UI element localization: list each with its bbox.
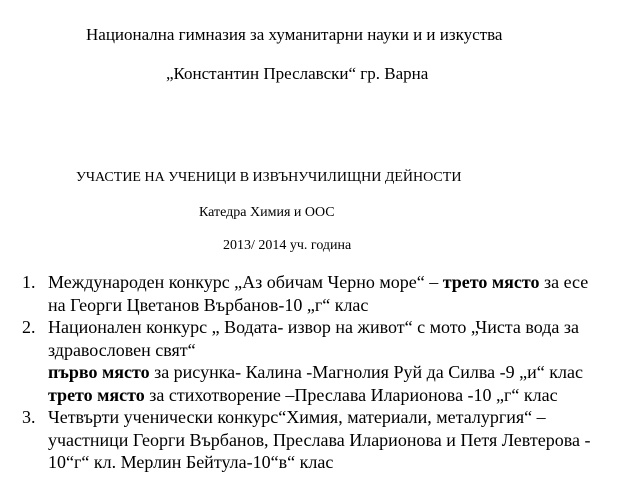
activities-list (0, 271, 632, 474)
award-place: трето място (48, 384, 145, 405)
list-item (0, 271, 614, 316)
list-item-line: участници Георги Върбанов, Преслава Иларионова и Петя Левтерова - (48, 429, 591, 450)
list-item-number: 3. (22, 407, 36, 427)
item-text: за стихотворение –Преслава Иларионова -10 „г“ клас (144, 384, 558, 405)
school-year-line: 2013/ 2014 уч. година (223, 238, 352, 253)
list-item-number: 2. (22, 317, 36, 337)
document-title: УЧАСТИЕ НА УЧЕНИЦИ В ИЗВЪНУЧИЛИЩНИ ДЕЙНОСТИ (76, 170, 462, 185)
item-text: за рисунка- Калина -Магнолия Руй да Силва -9 „и“ клас (149, 362, 583, 382)
department-line: Катедра Химия и ООС (199, 205, 335, 220)
list-item-line (48, 271, 614, 294)
school-heading: Национална гимназия за хуманитарни науки и и изкуства (86, 25, 503, 44)
school-name-heading: „Константин Преславски“ гр. Варна (166, 64, 429, 83)
list-item-line (48, 361, 614, 384)
award-place: първо място (48, 362, 150, 382)
item-text: Международен конкурс „Аз обичам Черно море“ – (48, 272, 443, 292)
award-place: трето място (442, 272, 540, 292)
list-item-line (48, 384, 614, 407)
list-item-line: на Георги Цветанов Върбанов-10 „г“ клас (48, 294, 369, 315)
list-item-line: 10“г“ кл. Мерлин Бейтула-10“в“ клас (48, 452, 334, 472)
list-item-line: Четвърти ученически конкурс“Химия, материали, металургия“ – (48, 407, 546, 427)
list-item (0, 406, 614, 474)
list-item-line: Национален конкурс „ Водата- извор на живот“ с мото „Чиста вода за (48, 317, 579, 337)
list-item-number: 1. (22, 272, 36, 292)
list-item (0, 316, 614, 406)
list-item-line: здравословен свят“ (48, 339, 196, 360)
item-text: за есе (539, 272, 589, 292)
